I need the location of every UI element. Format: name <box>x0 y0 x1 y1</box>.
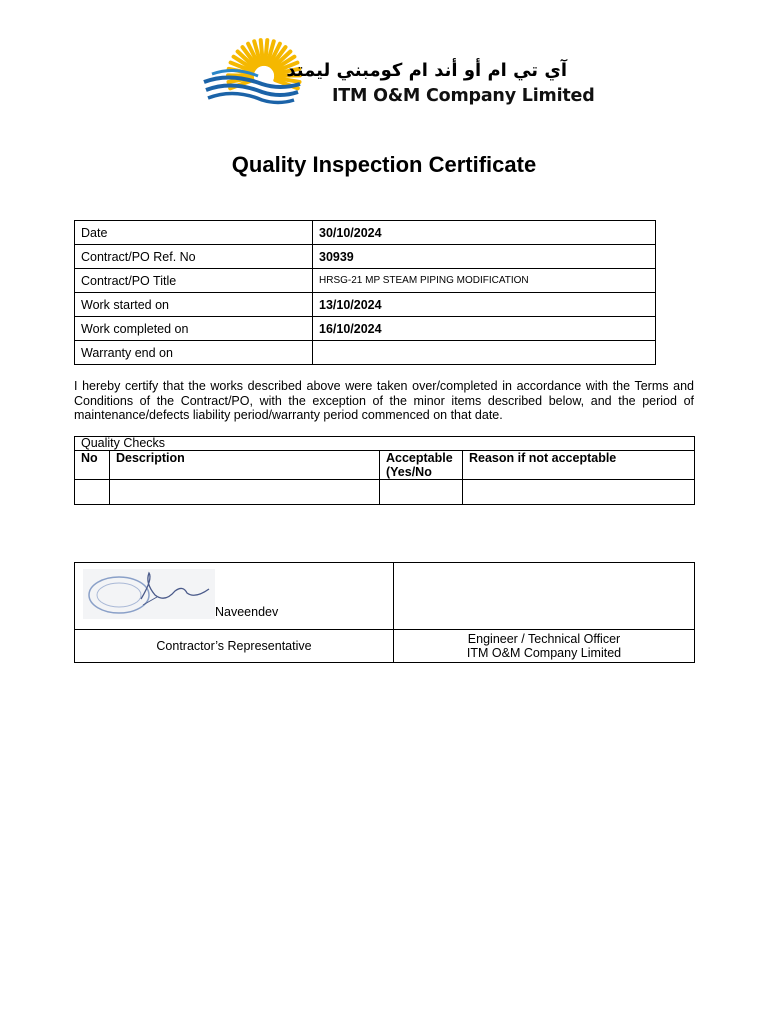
work-completed-value: 16/10/2024 <box>313 317 656 341</box>
work-started-value: 13/10/2024 <box>313 293 656 317</box>
engineer-signature-cell <box>394 563 695 630</box>
table-row <box>75 245 656 269</box>
contractor-signature-cell <box>75 563 394 630</box>
po-ref-value: 30939 <box>313 245 656 269</box>
column-header-acceptable <box>380 451 463 480</box>
table-row <box>75 269 656 293</box>
table-row <box>75 480 695 505</box>
table-row <box>75 563 695 630</box>
acceptable-line-1: Acceptable <box>386 451 453 465</box>
page-title: Quality Inspection Certificate <box>231 152 537 177</box>
quality-checks-caption: Quality Checks <box>75 437 695 451</box>
acceptable-line-2: (Yes/No <box>386 465 432 479</box>
empty-cell <box>380 480 463 505</box>
empty-cell <box>75 480 110 505</box>
empty-cell <box>463 480 695 505</box>
sun-ray <box>261 40 263 64</box>
quality-checks-table <box>74 436 695 505</box>
warranty-end-value <box>313 341 656 365</box>
contractor-role: Contractor’s Representative <box>75 630 394 663</box>
table-header-row <box>75 451 695 480</box>
engineer-role <box>394 630 695 663</box>
po-ref-label: Contract/PO Ref. No <box>75 245 313 269</box>
engineer-role-line-1: Engineer / Technical Officer <box>467 632 621 646</box>
table-row <box>75 221 656 245</box>
signature-stamp-icon <box>83 569 215 619</box>
table-row <box>75 437 695 451</box>
certification-statement: I hereby certify that the works described above were taken over/completed in accordance with the Terms and Conditions of the Contract/PO, with the exception of the minor items described below, and the period of maintenance/defects liability period/warranty period commenced on that date. <box>74 379 694 422</box>
po-title-value: HRSG-21 MP STEAM PIPING MODIFICATION <box>313 269 656 293</box>
engineer-role-line-2: ITM O&M Company Limited <box>466 646 622 660</box>
signature-table <box>74 562 695 663</box>
date-value: 30/10/2024 <box>313 221 656 245</box>
table-row <box>75 317 656 341</box>
empty-cell <box>110 480 380 505</box>
contract-info-table <box>74 220 656 365</box>
warranty-end-label: Warranty end on <box>75 341 313 365</box>
date-label: Date <box>75 221 313 245</box>
po-title-label: Contract/PO Title <box>75 269 313 293</box>
logo-arabic-name: آي تي ام أو أند ام كومبني ليمتد <box>286 60 567 81</box>
table-row <box>75 630 695 663</box>
logo-english-name: ITM O&M Company Limited <box>332 86 595 106</box>
company-logo <box>200 38 595 120</box>
column-header-no: No <box>75 451 110 480</box>
contractor-name: Naveendev <box>215 605 279 619</box>
work-completed-label: Work completed on <box>75 317 313 341</box>
work-started-label: Work started on <box>75 293 313 317</box>
column-header-reason: Reason if not acceptable <box>463 451 695 480</box>
column-header-description: Description <box>110 451 380 480</box>
table-row <box>75 341 656 365</box>
table-row <box>75 293 656 317</box>
